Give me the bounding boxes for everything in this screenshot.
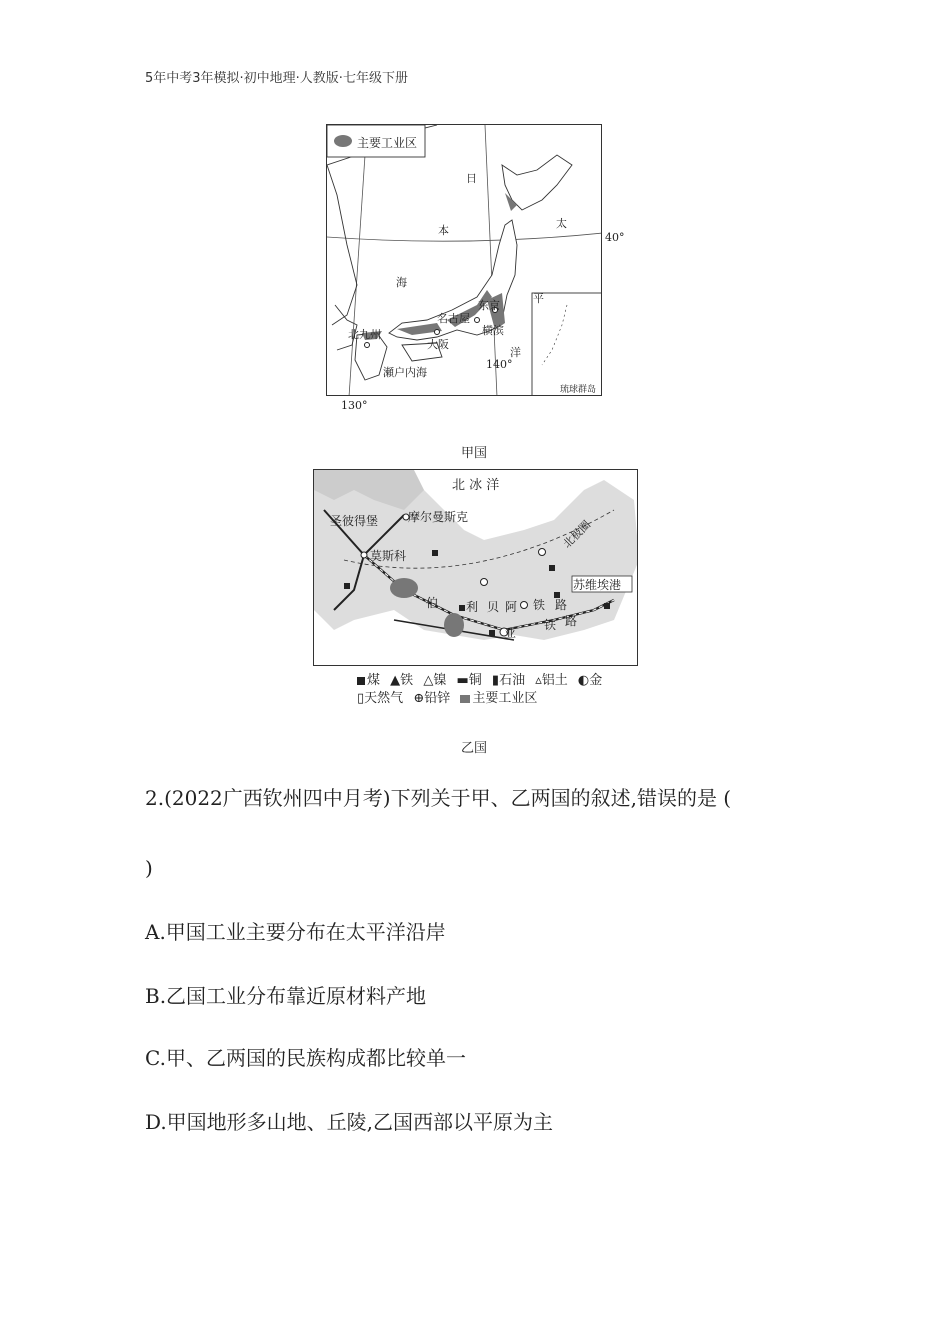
city-nagoya: 名古屋	[437, 312, 470, 325]
legend-copper: ▬铜	[456, 673, 482, 688]
rail-char-5: 铁	[533, 598, 546, 612]
russia-map-drawing	[314, 470, 638, 666]
japan-map-legend: 主要工业区	[357, 136, 418, 150]
rail-char-1: 伯	[426, 596, 439, 610]
option-c[interactable]: C.甲、乙两国的民族构成都比较单一	[145, 1046, 466, 1070]
city-sovetskaya-gavan: 苏维埃港	[573, 578, 622, 592]
city-osaka: 大阪	[427, 338, 449, 351]
lat-40: 40°	[605, 231, 625, 244]
option-d[interactable]: D.甲国地形多山地、丘陵,乙国西部以平原为主	[145, 1110, 554, 1134]
japan-label-tai: 太	[556, 217, 567, 230]
russia-arctic-ocean: 北 冰 洋	[452, 478, 500, 493]
japan-map	[326, 124, 602, 396]
japan-label-hai: 海	[396, 276, 407, 289]
city-moscow: 莫斯科	[370, 549, 407, 563]
caption-russia: 乙国	[461, 741, 488, 756]
russia-arctic-circle: 北极圈	[560, 518, 594, 551]
japan-label-ri: 日	[466, 172, 477, 185]
legend-bauxite: ▵铝土	[535, 673, 568, 688]
question-stem: 2.(2022广西钦州四中月考)下列关于甲、乙两国的叙述,错误的是 (	[145, 786, 732, 810]
legend-gas: ▯天然气	[357, 691, 404, 706]
japan-label-seto: 瀬户内海	[383, 366, 427, 379]
russia-map	[313, 469, 638, 666]
city-murmansk: 摩尔曼斯克	[408, 510, 469, 524]
city-tokyo: 东京	[478, 299, 500, 312]
lon-140: 140°	[486, 358, 513, 371]
legend-industrial-zone: 主要工业区	[460, 690, 537, 708]
city-yokohama: 横滨	[482, 324, 504, 337]
option-a[interactable]: A.甲国工业主要分布在太平洋沿岸	[145, 920, 446, 944]
rail-char-8: 铁	[544, 618, 557, 632]
caption-japan: 甲国	[461, 446, 488, 461]
city-kitakyushu: 北九州	[348, 328, 381, 341]
inset-ryukyu: 琉球群岛	[560, 385, 597, 395]
russia-map-legend	[357, 672, 647, 708]
legend-oil: ▮石油	[491, 673, 526, 688]
legend-gold: ◐金	[577, 673, 603, 688]
question-stem-end: )	[145, 856, 153, 880]
japan-label-ping: 平	[533, 292, 544, 305]
legend-lead-zinc: ⊕铅锌	[413, 691, 451, 706]
legend-nickel: △镍	[423, 673, 447, 688]
legend-iron: ▲铁	[390, 673, 414, 688]
japan-map-drawing	[327, 125, 602, 396]
rail-char-7: 亚	[504, 626, 517, 640]
rail-char-9: 路	[565, 614, 578, 628]
rail-char-4: 阿	[505, 600, 518, 614]
rail-char-6: 路	[555, 598, 568, 612]
option-b[interactable]: B.乙国工业分布靠近原材料产地	[145, 984, 427, 1008]
city-st-petersburg: 圣彼得堡	[330, 514, 379, 528]
japan-label-yang: 洋	[510, 346, 521, 359]
japan-label-ben: 本	[438, 224, 449, 237]
rail-char-2: 利	[466, 600, 479, 614]
legend-coal: 煤	[357, 672, 380, 690]
page-header: 5年中考3年模拟·初中地理·人教版·七年级下册	[145, 71, 408, 86]
rail-char-3: 贝	[487, 600, 500, 614]
lon-130: 130°	[341, 399, 368, 412]
